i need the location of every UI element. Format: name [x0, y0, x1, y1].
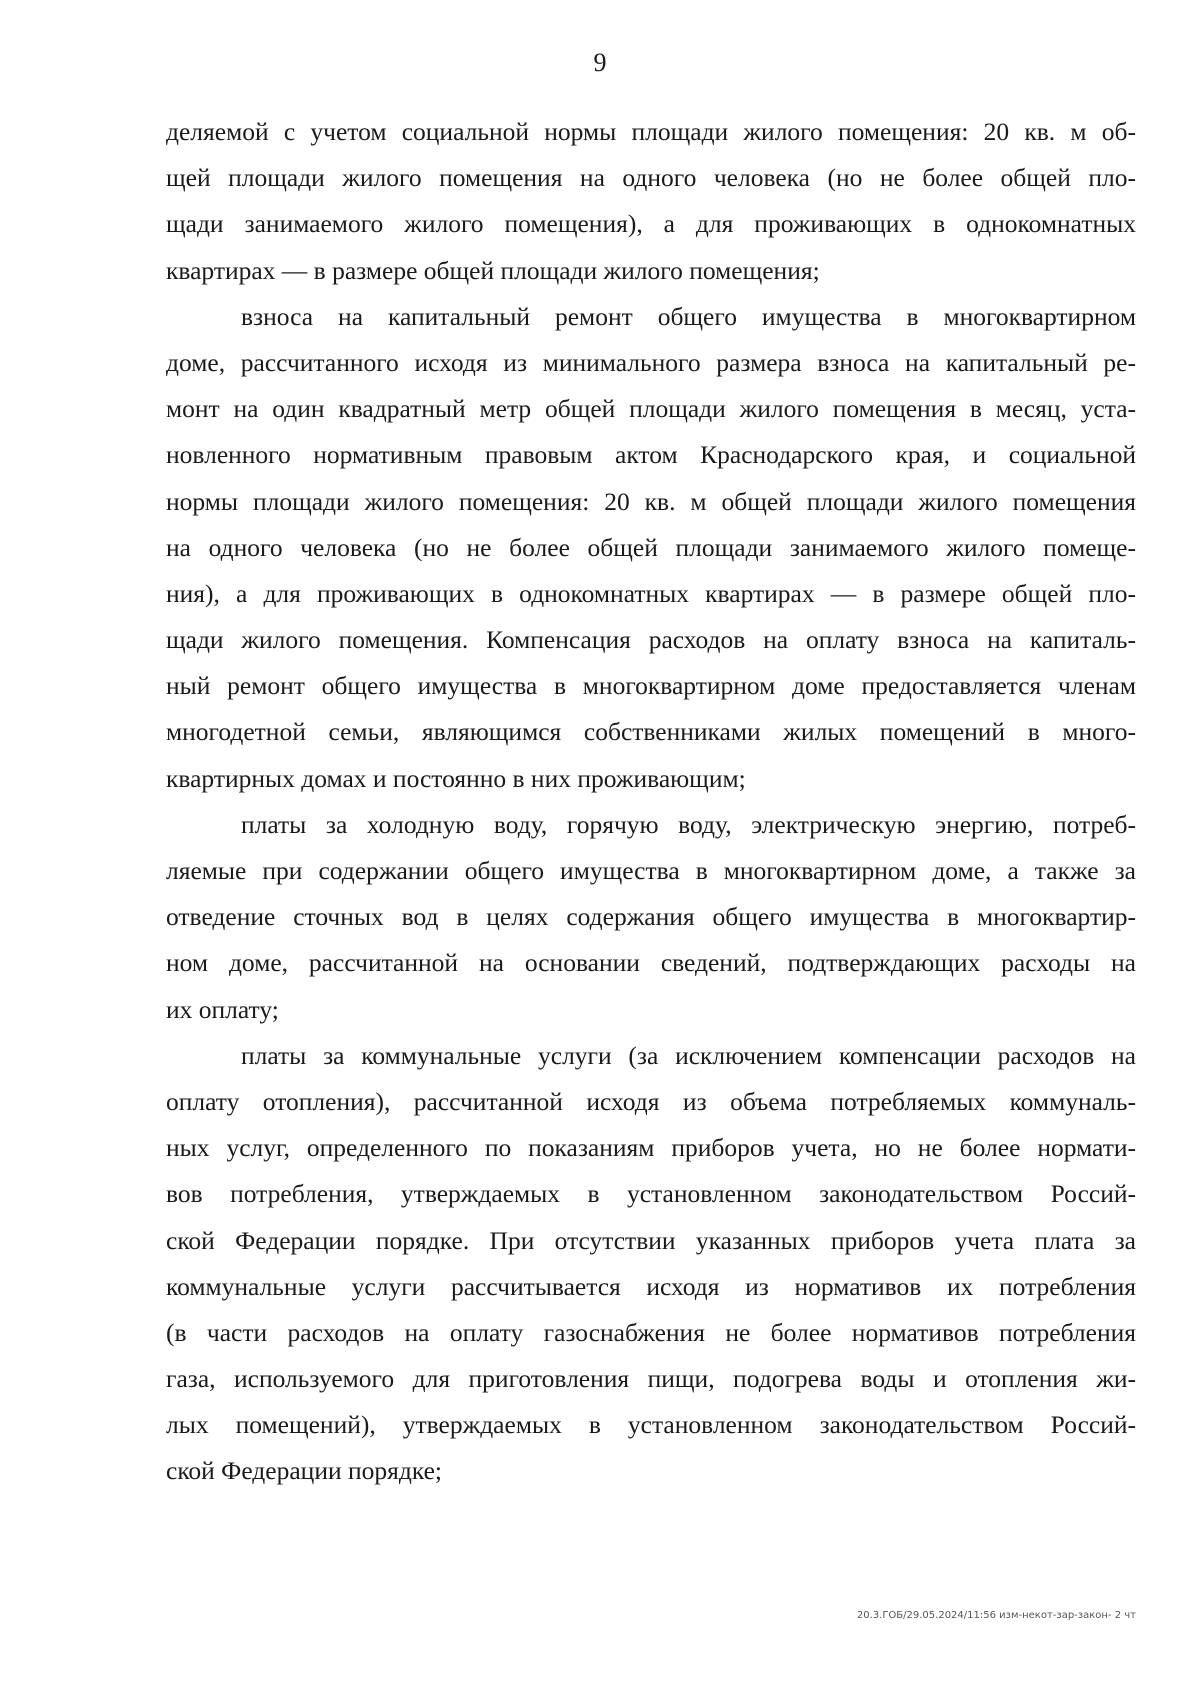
text-line: щади жилого помещения. Компенсация расходов на оплату взноса на капиталь-: [166, 625, 1136, 655]
text-line: ской Федерации порядке;: [166, 1456, 442, 1486]
body-text: [166, 109, 1136, 1495]
text-line: квартирных домах и постоянно в них проживающим;: [166, 763, 746, 793]
text-line: лых помещений), утверждаемых в установленном законодательством Россий-: [166, 1410, 1136, 1440]
text-line: ный ремонт общего имущества в многоквартирном доме предоставляется членам: [166, 671, 1136, 701]
text-line: доме, рассчитанного исходя из минимального размера взноса на капитальный ре-: [166, 347, 1136, 377]
text-line: многодетной семьи, являющимся собственниками жилых помещений в много-: [166, 717, 1136, 747]
text-line: ном доме, рассчитанной на основании сведений, подтверждающих расходы на: [166, 948, 1136, 978]
text-line: нормы площади жилого помещения: 20 кв. м общей площади жилого помещения: [166, 486, 1136, 516]
text-line: щей площади жилого помещения на одного человека (но не более общей пло-: [166, 163, 1136, 193]
text-line: взноса на капитальный ремонт общего имущества в многоквартирном: [241, 301, 1136, 331]
text-line: новленного нормативным правовым актом Краснодарского края, и социальной: [166, 440, 1136, 470]
text-line: отведение сточных вод в целях содержания общего имущества в многоквартир-: [166, 902, 1136, 932]
text-line: ния), а для проживающих в однокомнатных квартирах — в размере общей пло-: [166, 578, 1136, 608]
text-line: платы за коммунальные услуги (за исключением компенсации расходов на: [241, 1040, 1136, 1070]
text-line: их оплату;: [166, 994, 279, 1024]
text-line: щади занимаемого жилого помещения), а для проживающих в однокомнатных: [166, 209, 1136, 239]
text-line: ляемые при содержании общего имущества в многоквартирном доме, а также за: [166, 856, 1136, 885]
text-line: квартирах — в размере общей площади жилого помещения;: [166, 255, 820, 285]
text-line: (в части расходов на оплату газоснабжения не более нормативов потребления: [166, 1317, 1136, 1347]
text-line: вов потребления, утверждаемых в установленном законодательством Россий-: [166, 1179, 1136, 1209]
text-line: ных услуг, определенного по показаниям приборов учета, но не более нормати-: [166, 1133, 1136, 1163]
text-line: ской Федерации порядке. При отсутствии указанных приборов учета плата за: [166, 1225, 1136, 1255]
text-line: оплату отопления), рассчитанной исходя из объема потребляемых коммуналь-: [166, 1086, 1136, 1116]
text-line: монт на один квадратный метр общей площади жилого помещения в месяц, уста-: [166, 394, 1136, 424]
text-line: деляемой с учетом социальной нормы площади жилого помещения: 20 кв. м об-: [166, 117, 1136, 146]
text-line: на одного человека (но не более общей площади занимаемого жилого помеще-: [166, 532, 1136, 562]
text-line: платы за холодную воду, горячую воду, электрическую энергию, потреб-: [241, 809, 1136, 839]
text-line: коммунальные услуги рассчитывается исходя из нормативов их потребления: [166, 1271, 1136, 1301]
footer-document-code: 20.3.ГОБ/29.05.2024/11:56 изм-некот-зар-закон- 2 чт: [856, 1610, 1136, 1621]
page-number: 9: [593, 48, 607, 77]
text-line: газа, используемого для приготовления пищи, подогрева воды и отопления жи-: [166, 1364, 1136, 1394]
